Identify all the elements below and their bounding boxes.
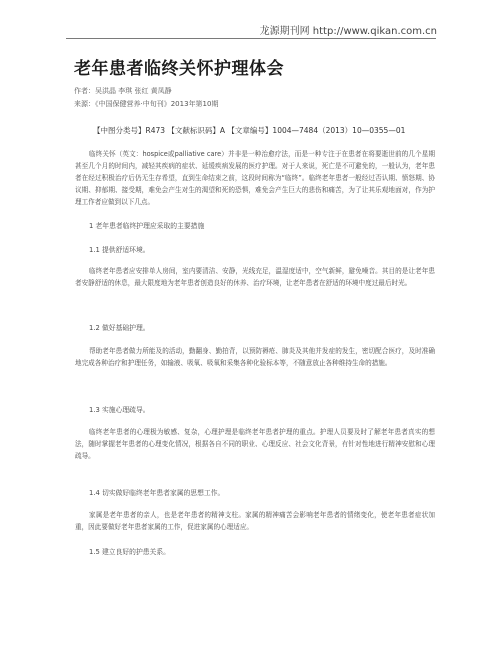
subsection-heading: 1.3 实施心理疏导。 (89, 406, 150, 414)
section-heading: 1 老年患者临终护理应采取的主要措施 (89, 222, 205, 230)
header-rule (66, 38, 436, 39)
article-authors: 作者：吴洪晶 李琪 张红 黄凤静 (74, 87, 172, 95)
subsection-paragraph: 家属是老年患者的亲人，也是老年患者的精神支柱。家属的精神痛苦会影响老年患者的情绪变化，使老年患者症状加重，因此要做好老年患者家属的工作，促进家属的心理适应。 (75, 511, 435, 532)
subsection-heading: 1.4 切实做好临终老年患者家属的思想工作。 (89, 489, 225, 497)
site-header: 龙源期刊网 http://www.qikan.com.cn (259, 26, 437, 37)
subsection-paragraph: 临终老年患者应安排单人房间，室内要清洁、安静，光线充足，温湿度适中，空气新鲜，避免噪音。其目的是让老年患者安静舒适的休息，最大限度地为老年患者创造良好的休养、治疗环境，让老年患者在舒适的环境中度过最后时光。 (75, 267, 435, 288)
subsection-heading: 1.2 做好基础护理。 (89, 324, 150, 332)
subsection-heading: 1.5 建立良好的护患关系。 (89, 548, 170, 556)
article-source: 来源：《中国保健营养·中旬刊》2013年第10期 (74, 100, 219, 108)
intro-paragraph: 临终关怀（英文：hospice或palliative care）并非是一种治愈疗法，而是一种专注于在患者在将要逝世前的几个星期甚至几个月的时间内，减轻其疾病的症状、延缓疾病发展的医疗护理。对于人来说，死亡是不可避免的，一般认为，老年患者在经过积极治疗后仍无生存希望，直到生命结束之前，这段时间称为“临终”。临终老年患者一般经过否认期、愤怒期、协议期、抑郁期、接受期，难免会产生对生的渴望和死的恐惧，难免会产生巨大的悲伤和痛苦，为了让其乐观地面对，作为护理工作者应做到以下几点。 (75, 150, 435, 207)
subsection-paragraph: 帮助老年患者做力所能及的活动，勤翻身、勤拍背，以预防褥疮、肺炎及其他并发症的发生，密切配合医疗，及时准确地完成各种治疗和护理任务，如输液、吸氧、吸氧和采集各种化验标本等，不随意放止各种维持生命的措施。 (75, 347, 435, 368)
subsection-paragraph: 临终老年患者的心理极为敏感、复杂，心理护理是临终老年患者护理的重点。护理人员要及时了解老年患者真实的想法，随时掌握老年患者的心理变化情况，根据各自不同的职业、心理反应、社会文化背景，有针对性地进行精神安慰和心理疏导。 (75, 428, 435, 461)
article-title: 老年患者临终关怀护理体会 (74, 59, 284, 79)
classification-line: 【中图分类号】R473 【文献标识码】A 【文章编号】1004—7484（2013）10—0355—01 (93, 126, 406, 135)
subsection-heading: 1.1 提供舒适环境。 (89, 246, 150, 254)
